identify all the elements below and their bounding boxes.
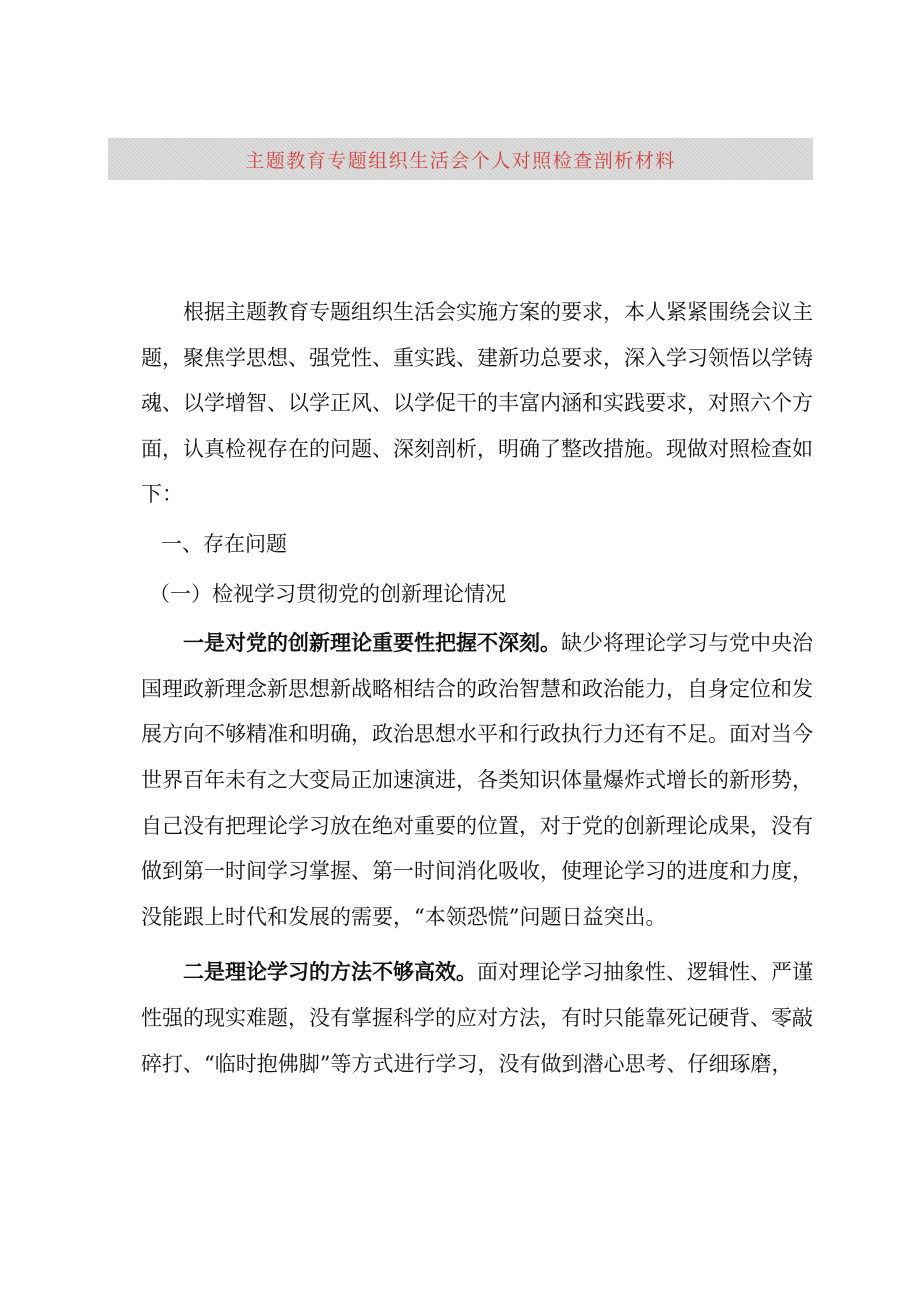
point-body-1: 缺少将理论学习与党中央治国理政新理念新思想新战略相结合的政治智慧和政治能力，自身定位和发展方向不够精准和明确，政治思想水平和行政执行力还有不足。面对当今世界百年未有之大变局正加速演进，各类知识体量爆炸式增长的新形势，自己没有把理论学习放在绝对重要的位置，对于党的创新理论成果，没有做到第一时间学习掌握、第一时间消化吸收，使理论学习的进度和力度，没能跟上时代和发展的需要，“本领恐慌”问题日益突出。 [141,631,813,929]
document-body [141,290,813,1087]
point-paragraph-2 [141,950,813,1087]
point-paragraph-1 [141,621,813,940]
title-banner [108,138,813,180]
document-title: 主题教育专题组织生活会个人对照检查剖析材料 [245,149,676,172]
subsection-heading: （一）检视学习贯彻党的创新理论情况 [149,581,506,606]
point-lead-1: 一是对党的创新理论重要性把握不深刻。 [183,631,561,656]
point-body-2: 面对理论学习抽象性、逻辑性、严谨性强的现实难题，没有掌握科学的应对方法，有时只能靠死记硬背、零敲碎打、“临时抱佛脚”等方式进行学习，没有做到潜心思考、仔细琢磨， [141,960,813,1076]
point-lead-2: 二是理论学习的方法不够高效。 [183,960,477,985]
section-heading: 一、存在问题 [161,531,287,556]
intro-paragraph: 根据主题教育专题组织生活会实施方案的要求，本人紧紧围绕会议主题，聚焦学思想、强党性、重实践、建新功总要求，深入学习领悟以学铸魂、以学增智、以学正风、以学促干的丰富内涵和实践要求，对照六个方面，认真检视存在的问题、深刻剖析，明确了整改措施。现做对照检查如下： [141,300,813,507]
